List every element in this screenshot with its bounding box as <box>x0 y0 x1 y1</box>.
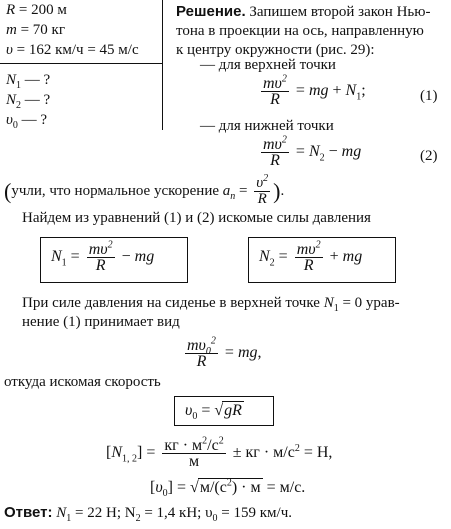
boxed-n1-formula: $N_1$ = $\frac{m\upsilon^2}{R}$ − mg <box>40 237 188 283</box>
find-v0-symbol: υ <box>6 112 13 128</box>
equation-2-tag: (2) <box>420 148 438 164</box>
equation-1: $\frac{m\upsilon^2}{R}$ = mg + $N_1$; <box>263 73 366 108</box>
given-speed <box>6 42 139 59</box>
given-speed-value: = 162 км/ч = 45 м/с <box>12 42 139 58</box>
given-mass-value: = 70 кг <box>16 22 65 38</box>
equation-v0: $\frac{m\upsilon_0^2}{R}$ = mg, <box>187 335 262 370</box>
eq1-fraction: $\frac{m\upsilon^2}{R}$ <box>263 73 287 108</box>
given-mass <box>6 22 65 39</box>
eq2-fraction: $\frac{m\upsilon^2}{R}$ <box>263 134 287 169</box>
answer-part2: = 1,4 кН; υ <box>140 505 213 521</box>
units-check-n: $[N_{1, 2}]$ = $\frac{кг \cdot м^2/с^2}{м}$ ± кг · $м/с^2 = Н$, <box>106 435 333 470</box>
find-n1-symbol: N <box>6 72 17 88</box>
condition-line2: нение (1) принимает вид <box>22 314 180 330</box>
find-n2-symbol: N <box>6 92 17 108</box>
find-v0-value: — ? <box>17 112 48 128</box>
solution-heading: Решение. <box>176 3 246 20</box>
solution-intro <box>176 2 446 60</box>
answer-label: Ответ: <box>4 504 53 521</box>
note-fraction: $\frac{\upsilon^2}{R}$ <box>256 173 269 207</box>
find-n2-sub: 2 <box>16 100 22 111</box>
given-divider-horizontal <box>0 63 162 64</box>
find-v0 <box>6 112 47 129</box>
bottom-point-label: — для нижней точки <box>200 118 334 134</box>
solution-intro-line1: Запишем второй закон Нью- <box>245 4 431 20</box>
given-radius-value: = 200 м <box>15 2 67 18</box>
given-speed-symbol: υ <box>6 42 13 58</box>
condition-line1: При силе давления на сиденье в верхней точке <box>22 295 324 311</box>
condition-line1-end: = 0 урав- <box>338 295 400 311</box>
find-n1-sub: 1 <box>16 80 22 91</box>
given-radius <box>6 2 67 19</box>
find-v0-sub: 0 <box>12 120 18 131</box>
solution-intro-line3: к центру окружности (рис. 29): <box>176 42 375 58</box>
find-n2 <box>6 92 50 109</box>
given-mass-symbol: m <box>6 22 17 38</box>
find-n2-value: — ? <box>21 92 51 108</box>
units-check-v0: $[\upsilon_0] = √м/(с^2) \cdot м = м/с$. <box>150 477 306 500</box>
answer: Ответ: $N_1 = 22$ Н; $N_2 = 1,4$ кН; $\upsilon_0 = 159$ км/ч. <box>4 504 292 524</box>
equation-2: $\frac{m\upsilon^2}{R}$ = $N_2$ − mg <box>263 134 362 169</box>
condition-text: При силе давления на сиденье в верхней точке $N_1 = 0$ урав- нение (1) принимает вид <box>22 295 400 330</box>
answer-part3: = 159 км/ч. <box>217 505 292 521</box>
boxed-n2-formula: $N_2$ = $\frac{m\upsilon^2}{R}$ + mg <box>248 237 396 283</box>
equation-1-tag: (1) <box>420 88 438 104</box>
solution-intro-line2: тона в проекции на ось, направленную <box>176 23 424 39</box>
top-point-label: — для верхней точки <box>200 57 336 73</box>
find-n1 <box>6 72 50 89</box>
normal-acceleration-note: (учли, что нормальное ускорение $a_n$ = $\frac{\upsilon^2}{R}$ ). <box>4 173 285 207</box>
find-n1-value: — ? <box>21 72 51 88</box>
given-radius-symbol: R <box>6 2 16 18</box>
answer-part1: = 22 Н; N <box>71 505 136 521</box>
given-divider-vertical <box>162 0 163 130</box>
boxed-v0-formula: $\upsilon_0 = √gR$ <box>174 396 274 426</box>
whence-text: откуда искомая скорость <box>4 374 161 390</box>
note-text: учли, что нормальное ускорение <box>11 182 223 199</box>
find-forces-text: Найдем из уравнений (1) и (2) искомые силы давления <box>22 210 371 226</box>
